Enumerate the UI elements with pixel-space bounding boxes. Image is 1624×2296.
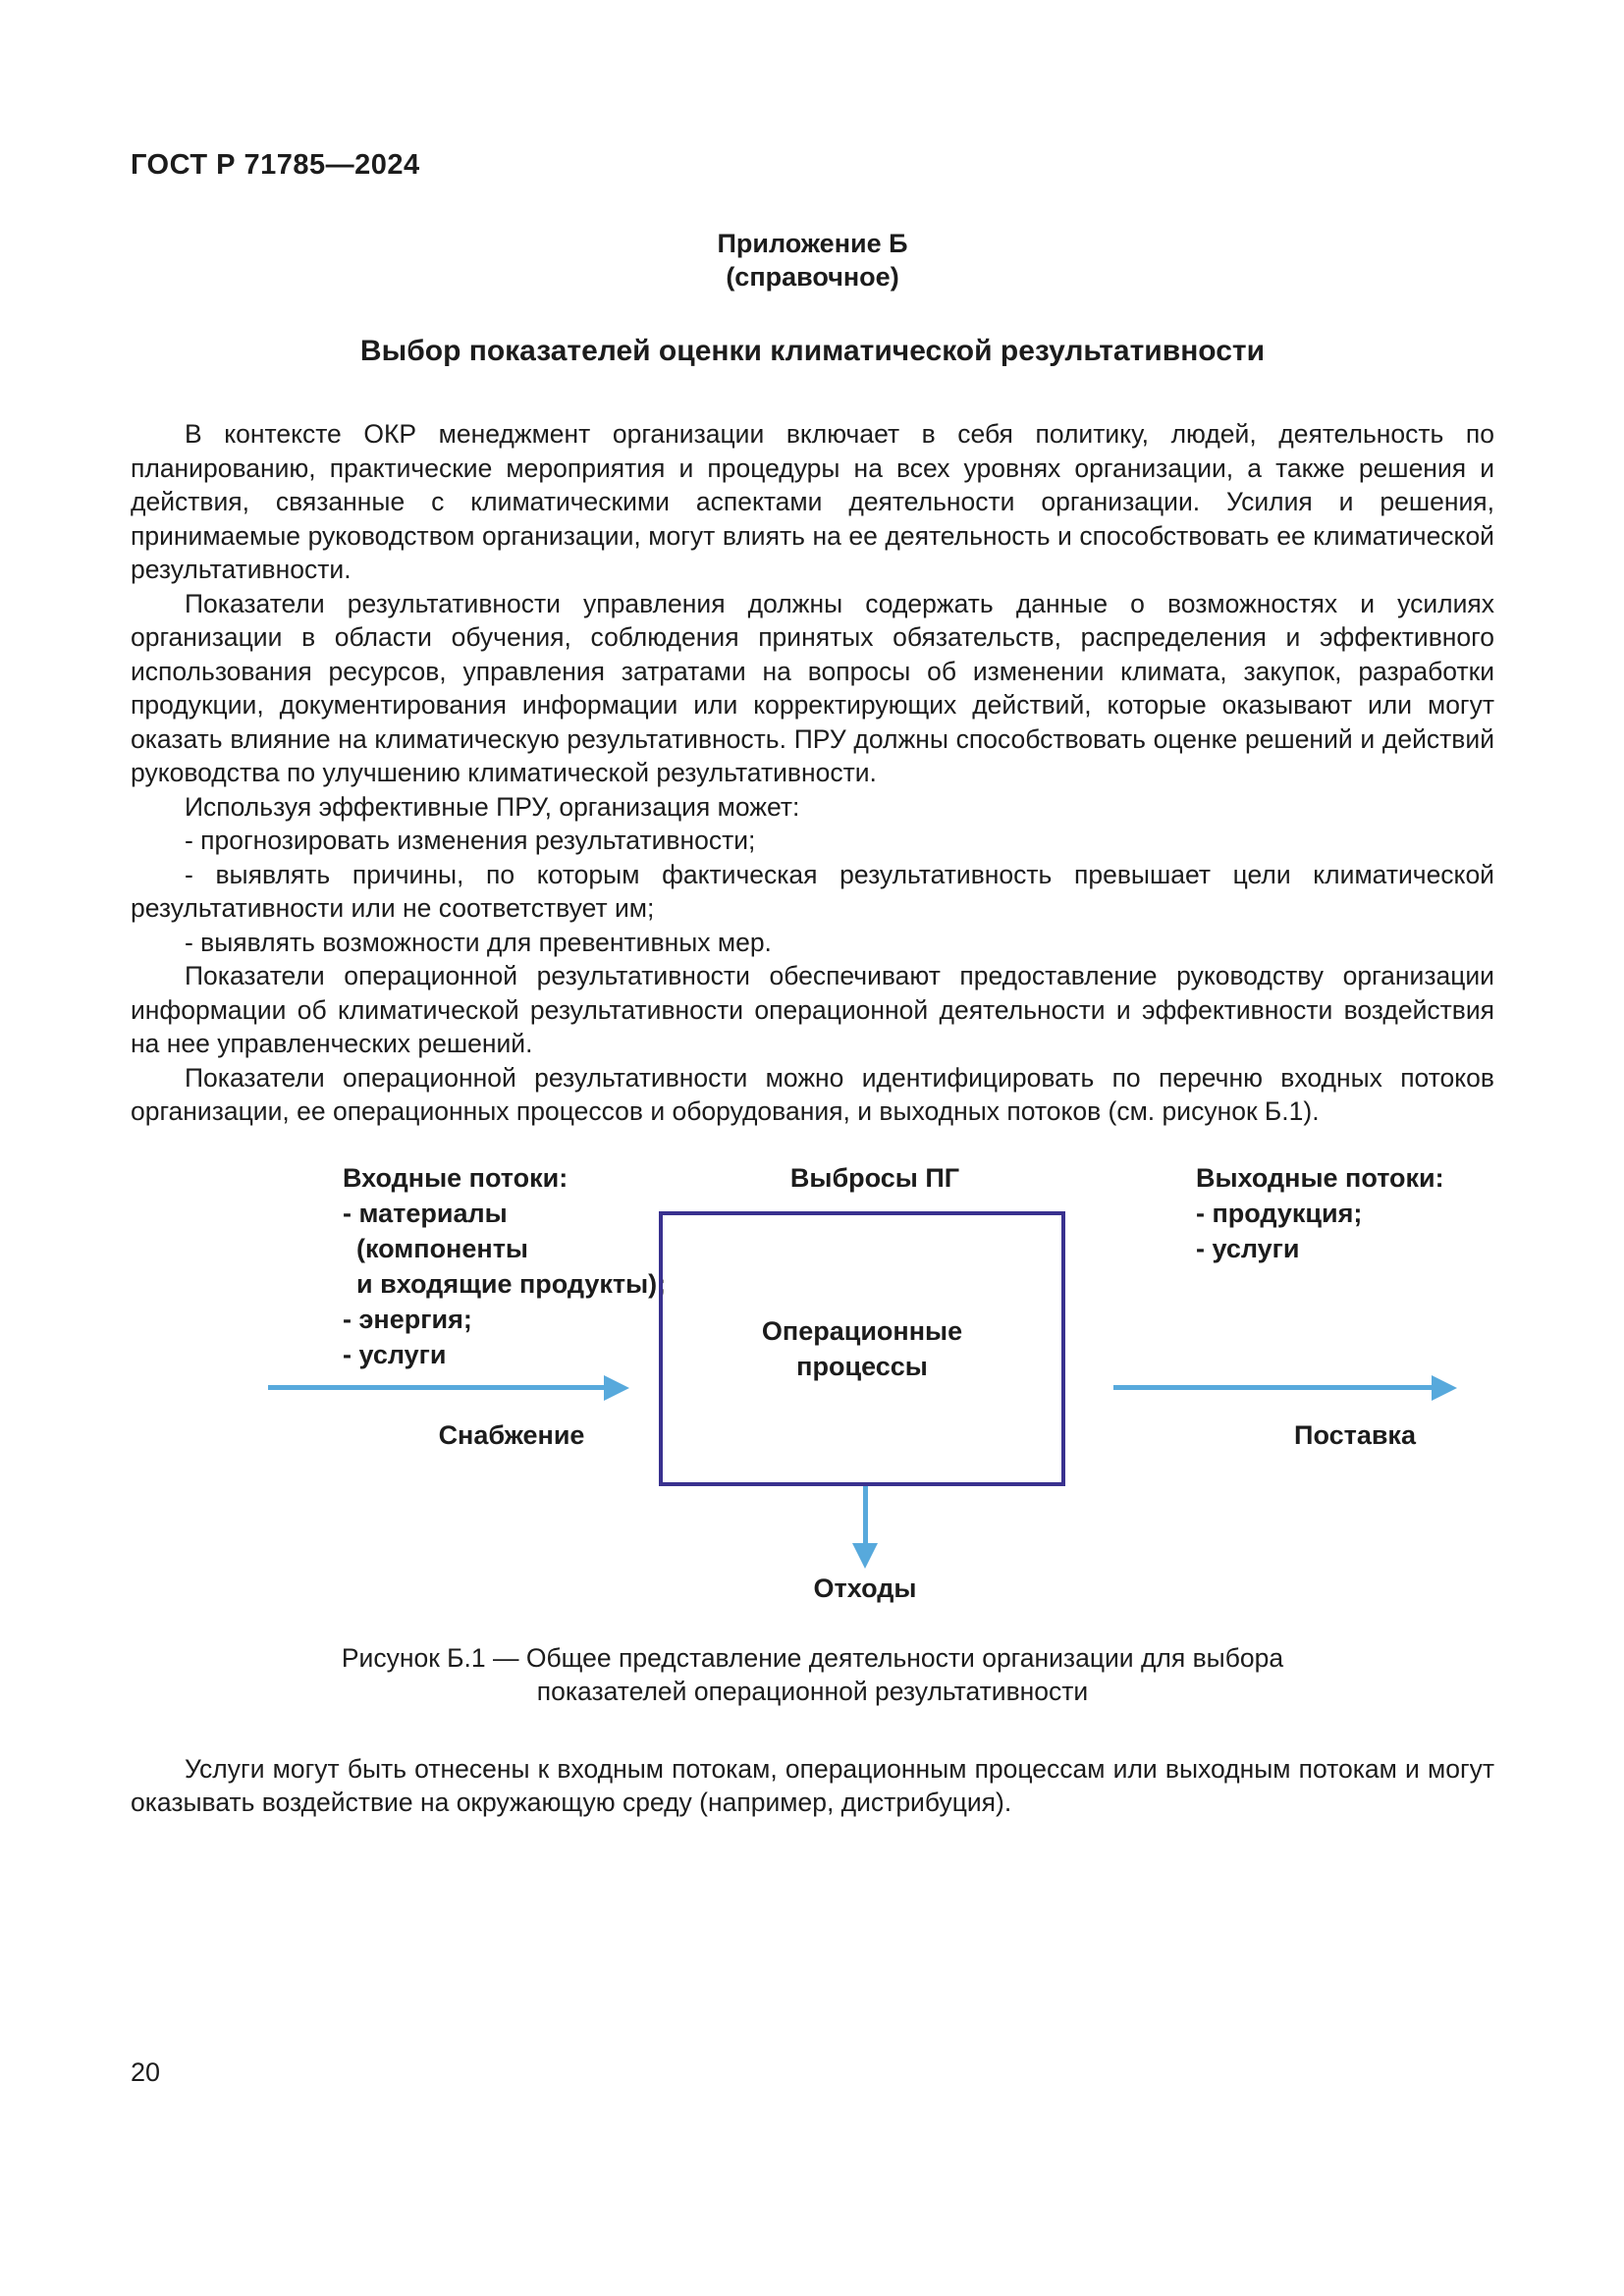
delivery-arrow-icon (1113, 1375, 1457, 1401)
bullet-item: - выявлять возможности для превентивных мер. (185, 927, 772, 957)
figure-caption: Рисунок Б.1 — Общее представление деятельности организации для выбора показателей операционной результативности (341, 1642, 1284, 1706)
page-number: 20 (131, 2057, 161, 2087)
paragraph-services-note: Услуги могут быть отнесены к входным потокам, операционным процессам или выходным потокам и могут оказывать воздействие на окружающую среду (например, дистрибуция). (131, 1753, 1494, 1817)
input-flows-item: и входящие продукты); (356, 1268, 667, 1299)
supply-label: Снабжение (438, 1419, 585, 1450)
figure-b1-diagram (131, 1154, 1494, 1618)
input-flows-item: - материалы (343, 1198, 508, 1228)
input-flows-title: Входные потоки: (343, 1162, 568, 1193)
input-flows-item: - услуги (343, 1339, 447, 1369)
body-text (131, 417, 1494, 1129)
operational-processes-label: Операционные процессы (761, 1315, 963, 1381)
appendix-type: (справочное) (726, 262, 899, 292)
appendix-title: Выбор показателей оценки климатической результативности (359, 335, 1266, 367)
document-number-header: ГОСТ Р 71785—2024 (131, 149, 420, 181)
input-flows-block (343, 1160, 666, 1372)
ghg-emissions-label: Выбросы ПГ (789, 1162, 960, 1193)
operational-processes-box (659, 1211, 1065, 1486)
bullet-item: - выявлять причины, по которым фактическая результативность превышает цели климатической результативности или не соответствует им; (131, 859, 1494, 923)
supply-arrow-icon (268, 1375, 629, 1401)
appendix-label: Приложение Б (717, 229, 908, 258)
delivery-label: Поставка (1294, 1419, 1416, 1450)
paragraph-operational-indicators: Показатели операционной результативности обеспечивают предоставление руководству организации информации об климатической результативности операционной деятельности и эффективности воздействия на нее управленческих решений. (131, 961, 1494, 1058)
paragraph-management-indicators: Показатели результативности управления должны содержать данные о возможностях и усилиях организации в области обучения, соблюдения принятых обязательств, распределения и эффективного использования ресурсов, управления затратами на вопросы об изменении климата, закупок, разработки продукции, документирования информации или корректирующих действий, которые оказывают или могут оказать влияние на климатическую результативность. ПРУ должны способствовать оценке решений и действий руководства по улучшению климатической результативности. (131, 588, 1494, 787)
arrow-line (268, 1385, 604, 1390)
arrow-line (863, 1486, 868, 1543)
output-flows-title: Выходные потоки: (1196, 1162, 1444, 1193)
waste-label: Отходы (813, 1573, 917, 1603)
output-flows-item: - продукция; (1196, 1198, 1363, 1228)
arrow-line (1113, 1385, 1432, 1390)
bullet-item: - прогнозировать изменения результативности; (185, 826, 756, 855)
output-flows-item: - услуги (1196, 1233, 1300, 1263)
paragraph-identify-indicators: Показатели операционной результативности можно идентифицировать по перечню входных потоков организации, ее операционных процессов и оборудования, и выходных потоков (см. рисунок Б.1). (131, 1062, 1494, 1126)
paragraph-context-okr: В контексте ОКР менеджмент организации включает в себя политику, людей, деятельность по планированию, практические мероприятия и процедуры на всех уровнях организации, а также решения и действия, связанные с климатическими аспектами деятельности организации. Усилия и решения, принимаемые руководством организации, могут влиять на ее деятельность и способствовать ее климатической результативности. (131, 419, 1494, 584)
arrow-head (852, 1543, 878, 1569)
paragraph-using-pru: Используя эффективные ПРУ, организация может: (185, 791, 800, 822)
output-flows-block (1196, 1160, 1444, 1266)
arrow-head (1432, 1375, 1457, 1401)
input-flows-item: - энергия; (343, 1304, 472, 1334)
body-text-after-figure (131, 1752, 1494, 1820)
arrow-head (604, 1375, 629, 1401)
waste-arrow-icon (852, 1486, 878, 1569)
input-flows-item: (компоненты (356, 1233, 528, 1263)
